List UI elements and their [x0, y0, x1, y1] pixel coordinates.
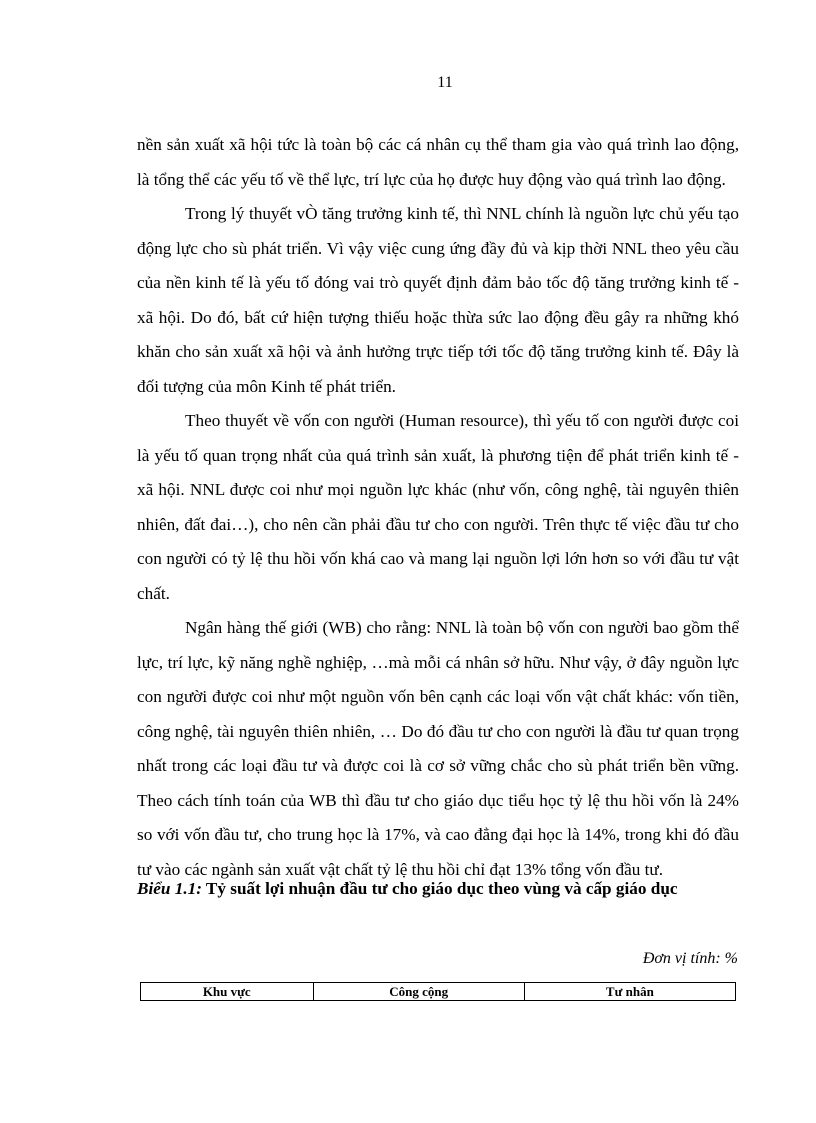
unit-note: Đơn vị tính: %: [642, 950, 738, 967]
paragraph-growth-theory: Trong lý thuyết vÒ tăng trưởng kinh tế, thì NNL chính là nguồn lực chủ yếu tạo động lực cho sù phát triển. Vì vậy việc cung ứng đầy đủ và kịp thời NNL theo yêu cầu của nền kinh tế là yếu tố đóng vai trò quyết định đảm bảo tốc độ tăng trưởng kinh tế - xã hội. Do đó, bất cứ hiện tượng thiếu hoặc thừa sức lao động đều gây ra những khó khăn cho sản xuất xã hội và ảnh hưởng trực tiếp tới tốc độ tăng trưởng kinh tế. Đây là đối tượng của môn Kinh tế phát triển.: [137, 204, 739, 396]
page-number: 11: [437, 74, 453, 91]
paragraph-world-bank: Ngân hàng thế giới (WB) cho rằng: NNL là toàn bộ vốn con người bao gồm thể lực, trí lực, kỹ năng nghề nghiệp, …mà mỗi cá nhân sở hữu. Như vậy, ở đây nguồn lực con người được coi như một nguồn vốn bên cạnh các loại vốn vật chất khác: vốn tiền, công nghệ, tài nguyên thiên nhiên, … Do đó đầu tư cho con người là đầu tư quan trọng nhất trong các loại đầu tư và được coi là cơ sở vững chắc cho sù phát triển bền vững. Theo cách tính toán của WB thì đầu tư cho giáo dục tiểu học tỷ lệ thu hồi vốn là 24% so với vốn đầu tư, cho trung học là 17%, và cao đẳng đại học là 14%, trong khi đó đầu tư vào các ngành sản xuất vật chất tỷ lệ thu hồi chỉ đạt 13% tổng vốn đầu tư.: [137, 618, 739, 879]
figure-caption: [137, 872, 739, 906]
paragraph-continuation: nền sản xuất xã hội tức là toàn bộ các cá nhân cụ thể tham gia vào quá trình lao động, là tổng thể các yếu tố về thể lực, trí lực của họ được huy động vào quá trình lao động.: [137, 135, 739, 189]
table-header-row: [141, 983, 736, 1001]
caption-label: Biểu 1.1:: [137, 879, 202, 898]
header-region: Khu vực: [141, 983, 314, 1001]
header-public: Công cộng: [313, 983, 524, 1001]
header-private: Tư nhân: [524, 983, 735, 1001]
body-text: [137, 128, 739, 887]
caption-text: Tỷ suất lợi nhuận đầu tư cho giáo dục theo vùng và cấp giáo dục: [201, 879, 678, 898]
return-rate-table: [140, 982, 736, 1001]
paragraph-human-capital: Theo thuyết về vốn con người (Human resource), thì yếu tố con người được coi là yếu tố quan trọng nhất của quá trình sản xuất, là phương tiện để phát triển kinh tế - xã hội. NNL được coi như mọi nguồn lực khác (như vốn, công nghệ, tài nguyên thiên nhiên, đất đai…), cho nên cần phải đầu tư cho con người. Trên thực tế việc đầu tư cho con người có tỷ lệ thu hồi vốn khá cao và mang lại nguồn lợi lớn hơn so với đầu tư vật chất.: [137, 411, 739, 603]
